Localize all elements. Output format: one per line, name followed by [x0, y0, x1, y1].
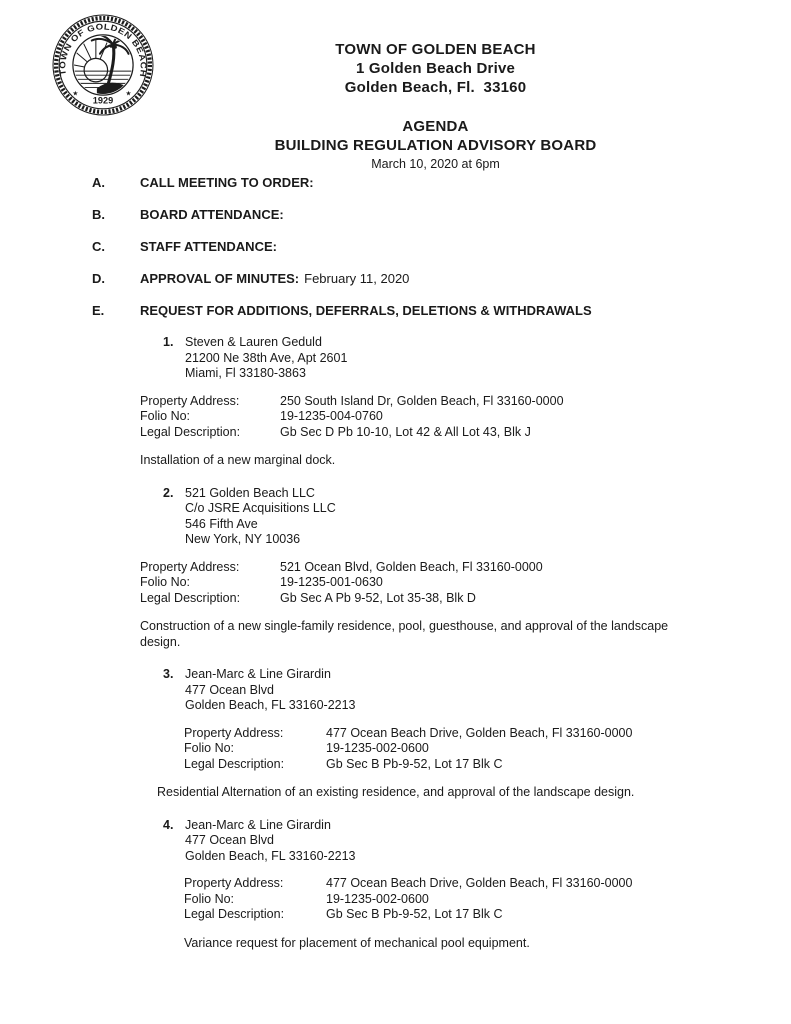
town-name: TOWN OF GOLDEN BEACH	[335, 41, 536, 58]
minutes-date: February 11, 2020	[304, 271, 410, 286]
legal-description-row	[140, 591, 791, 607]
request-description: Installation of a new marginal dock.	[140, 453, 336, 467]
applicant-block	[0, 335, 791, 382]
request-description: Construction of a new single-family residence, pool, guesthouse, and approval of the landscape design.	[140, 619, 669, 649]
property-address-value: 477 Ocean Beach Drive, Golden Beach, Fl 33160-0000	[326, 876, 633, 890]
request-description: Variance request for placement of mechanical pool equipment.	[184, 935, 530, 950]
agenda-item-4	[0, 818, 791, 952]
section-title: STAFF ATTENDANCE:	[140, 239, 277, 254]
folio-label: Folio No:	[140, 575, 191, 589]
item-number: 4.	[163, 817, 174, 832]
seal-star-left-icon: ★	[72, 90, 79, 98]
agenda-label: AGENDA	[402, 118, 469, 135]
property-address-value: 477 Ocean Beach Drive, Golden Beach, Fl 33160-0000	[326, 725, 633, 740]
agenda-sections	[0, 175, 791, 319]
applicant-line: Steven & Lauren Geduld	[185, 335, 322, 349]
applicant-block	[0, 818, 791, 865]
applicant-line: Golden Beach, FL 33160-2213	[185, 848, 356, 863]
section-requests	[0, 303, 791, 319]
legal-description-row	[184, 757, 791, 773]
property-address-value: 521 Ocean Blvd, Golden Beach, Fl 33160-0000	[280, 559, 543, 574]
town-address-line2: Golden Beach, Fl. 33160	[344, 79, 527, 96]
seal-ring-text: TOWN OF GOLDEN BEACH	[57, 21, 149, 77]
section-letter: D.	[92, 271, 105, 286]
agenda-title-block	[80, 117, 791, 172]
legal-description-label: Legal Description:	[184, 907, 285, 921]
town-seal	[50, 14, 156, 116]
applicant-block	[0, 667, 791, 714]
applicant-line: C/o JSRE Acquisitions LLC	[185, 501, 336, 515]
property-details	[0, 726, 791, 773]
section-letter: B.	[92, 207, 105, 222]
seal-star-right-icon: ★	[125, 90, 132, 98]
property-details	[0, 560, 791, 607]
applicant-line: 521 Golden Beach LLC	[185, 485, 315, 500]
folio-row	[140, 409, 791, 425]
section-approval-of-minutes	[0, 271, 791, 287]
agenda-item-1	[0, 335, 791, 469]
section-title: BOARD ATTENDANCE:	[140, 207, 284, 222]
property-address-row	[184, 726, 791, 742]
section-title: REQUEST FOR ADDITIONS, DEFERRALS, DELETIONS & WITHDRAWALS	[140, 303, 592, 318]
agenda-item-3	[0, 667, 791, 801]
folio-value: 19-1235-001-0630	[280, 575, 383, 589]
property-details	[0, 394, 791, 441]
applicant-lines	[185, 667, 356, 714]
folio-value: 19-1235-002-0600	[326, 891, 429, 906]
section-board-attendance	[0, 207, 791, 223]
applicant-line: 546 Fifth Ave	[185, 516, 258, 531]
property-address-row	[184, 876, 791, 892]
legal-description-label: Legal Description:	[184, 756, 285, 771]
property-address-label: Property Address:	[184, 876, 284, 890]
request-description: Residential Alternation of an existing residence, and approval of the landscape design.	[157, 785, 635, 799]
folio-row	[184, 741, 791, 757]
town-address-line1: 1 Golden Beach Drive	[355, 60, 516, 77]
folio-label: Folio No:	[140, 409, 191, 423]
legal-description-value: Gb Sec A Pb 9-52, Lot 35-38, Blk D	[280, 590, 476, 605]
applicant-lines	[185, 818, 356, 865]
item-number: 1.	[163, 335, 174, 349]
board-name: BUILDING REGULATION ADVISORY BOARD	[274, 137, 597, 154]
legal-description-label: Legal Description:	[140, 590, 241, 605]
property-address-label: Property Address:	[140, 393, 240, 408]
folio-row	[140, 575, 791, 591]
item-number: 2.	[163, 485, 174, 500]
sun-icon	[84, 58, 107, 81]
legal-description-value: Gb Sec D Pb 10-10, Lot 42 & All Lot 43, Blk J	[280, 424, 531, 439]
section-title: APPROVAL OF MINUTES:	[140, 271, 300, 286]
applicant-line: Jean-Marc & Line Girardin	[185, 817, 331, 832]
section-call-to-order	[0, 175, 791, 191]
folio-row	[184, 892, 791, 908]
applicant-line: 477 Ocean Blvd	[185, 833, 274, 847]
item-number: 3.	[163, 667, 174, 681]
property-address-value: 250 South Island Dr, Golden Beach, Fl 33160-0000	[280, 393, 564, 408]
section-letter: E.	[92, 303, 105, 318]
folio-value: 19-1235-002-0600	[326, 741, 429, 755]
property-address-row	[140, 394, 791, 410]
section-letter: C.	[92, 239, 105, 254]
folio-label: Folio No:	[184, 741, 235, 755]
seal-year: 1929	[92, 95, 114, 106]
legal-description-value: Gb Sec B Pb-9-52, Lot 17 Blk C	[326, 756, 503, 771]
applicant-line: Miami, Fl 33180-3863	[185, 366, 306, 380]
meeting-datetime: March 10, 2020 at 6pm	[371, 157, 500, 171]
legal-description-row	[140, 425, 791, 441]
applicant-lines	[185, 335, 347, 382]
legal-description-row	[184, 907, 791, 923]
applicant-line: 21200 Ne 38th Ave, Apt 2601	[185, 350, 348, 365]
legal-description-label: Legal Description:	[140, 424, 241, 439]
town-seal-graphic	[50, 14, 156, 116]
applicant-line: New York, NY 10036	[185, 532, 301, 546]
applicant-line: Jean-Marc & Line Girardin	[185, 667, 331, 681]
applicant-lines	[185, 486, 336, 548]
agenda-item-2	[0, 486, 791, 651]
applicant-line: 477 Ocean Blvd	[185, 682, 274, 697]
property-details	[0, 876, 791, 923]
applicant-block	[0, 486, 791, 548]
folio-value: 19-1235-004-0760	[280, 409, 383, 423]
property-address-row	[140, 560, 791, 576]
seal-scene	[74, 32, 133, 94]
agenda-items	[0, 335, 791, 951]
folio-label: Folio No:	[184, 891, 235, 906]
property-address-label: Property Address:	[184, 725, 284, 740]
shore-mound-icon	[97, 83, 129, 95]
legal-description-value: Gb Sec B Pb-9-52, Lot 17 Blk C	[326, 907, 503, 921]
property-address-label: Property Address:	[140, 559, 240, 574]
section-title: CALL MEETING TO ORDER:	[140, 175, 314, 190]
applicant-line: Golden Beach, FL 33160-2213	[185, 698, 356, 712]
section-staff-attendance	[0, 239, 791, 255]
section-letter: A.	[92, 175, 105, 190]
